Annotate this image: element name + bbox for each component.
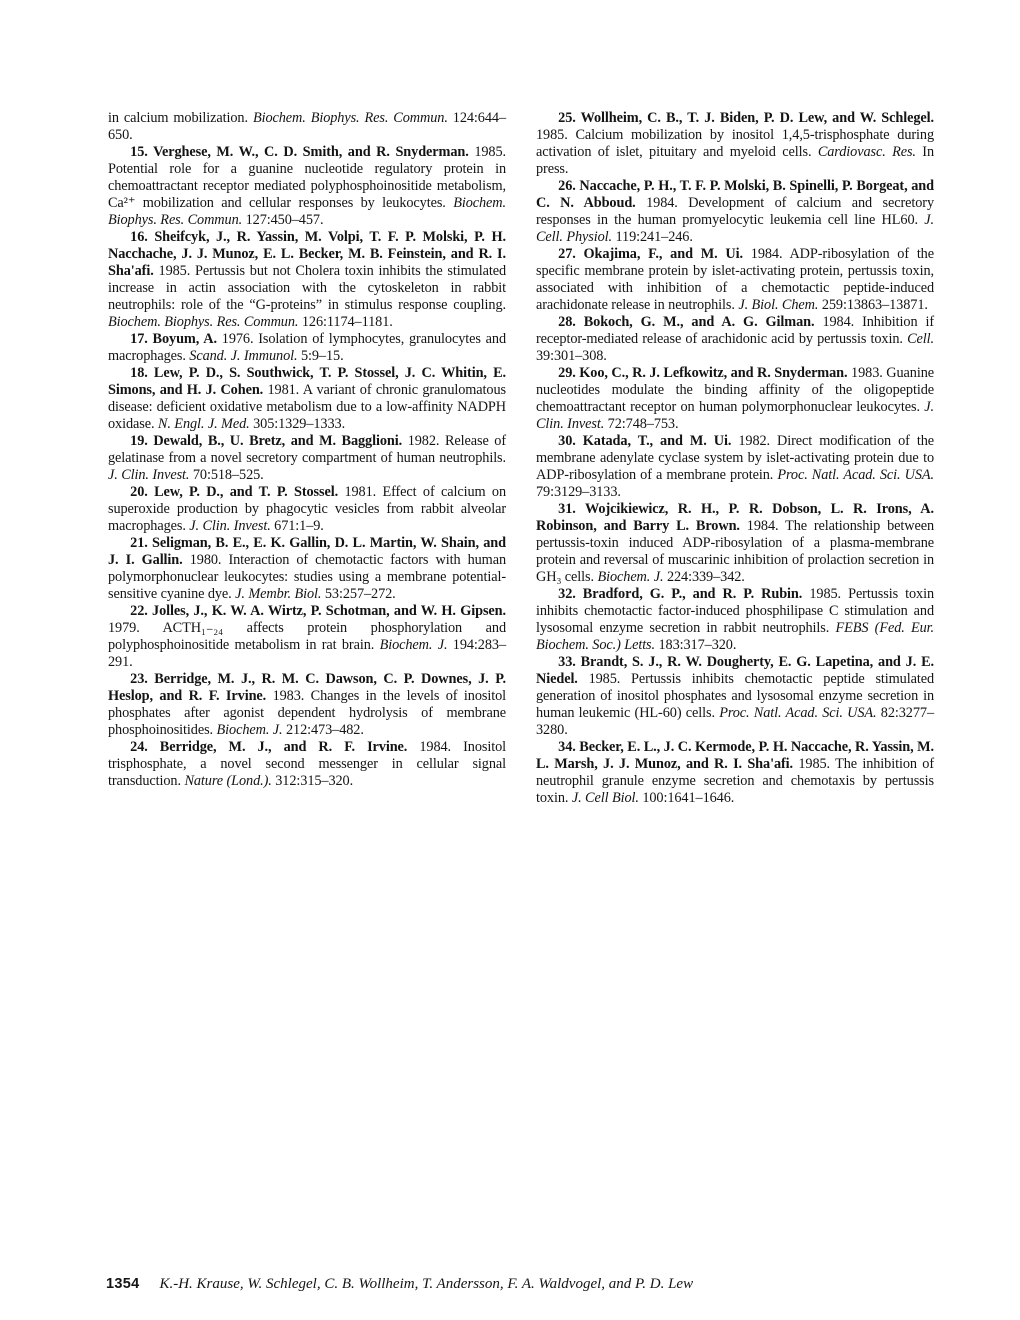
ref-segment-plain: 1985. Potential role for a guanine nucleotide regulatory protein in chemoattractant receptor mediated polyphosphoinositide metabolism, Ca²⁺ mobilization and cellular responses by leukocytes.	[108, 144, 506, 211]
ref-segment-bold: 18. Lew, P. D., S. Southwick, T. P. Stossel, J. C. Whitin, E. Simons, and H. J. Cohen.	[108, 365, 506, 398]
ref-segment-italic: Biochem. Biophys. Res. Commun.	[252, 110, 453, 126]
ref-segment-plain: 1983. Guanine nucleotides modulate the binding affinity of the oligopeptide chemoattractant receptor on human polymorphonuclear leukocytes.	[536, 365, 934, 415]
reference-item	[536, 501, 934, 586]
ref-segment-italic: Nature (Lond.).	[184, 773, 276, 789]
ref-segment-plain: 1982. Release of gelatinase from a novel secretory compartment of human neutrophils.	[108, 433, 506, 466]
ref-segment-plain: 1985. Pertussis inhibits chemotactic peptide stimulated generation of inositol phosphates and lysosomal enzyme secretion in human leukemic (HL-60) cells.	[536, 671, 935, 721]
ref-segment-plain: 671:1–9.	[274, 518, 324, 534]
reference-item	[536, 178, 934, 246]
ref-segment-plain: 72:748–753.	[607, 416, 679, 432]
ref-segment-plain: 119:241–246.	[615, 229, 693, 245]
ref-segment-italic: Biochem. J.	[379, 637, 453, 653]
ref-segment-plain: 224:339–342.	[666, 569, 745, 585]
ref-segment-bold: 19. Dewald, B., U. Bretz, and M. Bagglioni.	[130, 433, 408, 449]
ref-segment-bold: 23. Berridge, M. J., R. M. C. Dawson, C. P. Downes, J. P. Heslop, and R. F. Irvine.	[108, 671, 506, 704]
ref-segment-italic: J. Cell. Physiol.	[536, 212, 934, 245]
ref-segment-plain: 1981. Effect of calcium on superoxide production by phagocytic vesicles from rabbit alveolar macrophages.	[108, 484, 506, 534]
ref-segment-bold: 34. Becker, E. L., J. C. Kermode, P. H. Naccache, R. Yassin, M. L. Marsh, J. J. Munoz, and R. I. Sha'afi.	[536, 739, 934, 772]
ref-segment-plain: 39:301–308.	[536, 348, 607, 364]
ref-segment-plain: 5:9–15.	[300, 348, 344, 364]
page-footer	[106, 1276, 936, 1293]
ref-segment-italic: Biochem. J.	[597, 569, 667, 585]
reference-item	[108, 535, 506, 603]
ref-segment-plain: In press.	[536, 144, 934, 177]
ref-segment-plain: 1983. Changes in the levels of inositol phosphates after agonist dependent hydrolysis of membrane phosphoinositides.	[108, 688, 506, 738]
ref-segment-plain: 1984. Development of calcium and secretory responses in the human promyelocytic leukemia cell line HL60.	[536, 195, 934, 228]
ref-segment-bold: 22. Jolles, J., K. W. A. Wirtz, P. Schotman, and W. H. Gipsen.	[130, 603, 506, 619]
ref-segment-plain: 100:1641–1646.	[642, 790, 735, 806]
ref-segment-bold: 17. Boyum, A.	[130, 331, 222, 347]
reference-item	[108, 331, 506, 365]
ref-segment-plain: 79:3129–3133.	[536, 484, 621, 500]
reference-item	[536, 365, 934, 433]
reference-item	[536, 246, 934, 314]
ref-segment-bold: 16. Sheifcyk, J., R. Yassin, M. Volpi, T. F. P. Molski, P. H. Nacchache, J. J. Munoz, E. L. Becker, M. B. Feinstein, and R. I. Sha'afi.	[108, 229, 506, 279]
ref-segment-plain: 259:13863–13871.	[821, 297, 928, 313]
ref-segment-italic: N. Engl. J. Med.	[157, 416, 254, 432]
ref-segment-italic: FEBS (Fed. Eur. Biochem. Soc.) Letts.	[536, 620, 934, 653]
ref-segment-italic: J. Clin. Invest.	[108, 467, 193, 483]
reference-item	[108, 229, 506, 331]
ref-segment-bold: 33. Brandt, S. J., R. W. Dougherty, E. G. Lapetina, and J. E. Niedel.	[536, 654, 934, 687]
ref-segment-plain: 127:450–457.	[245, 212, 324, 228]
page-number: 1354	[106, 1276, 140, 1292]
reference-item	[108, 433, 506, 484]
ref-segment-plain: 1984. Inositol trisphosphate, a novel second messenger in cellular signal transduction.	[108, 739, 506, 789]
ref-segment-plain: 124:644–650.	[108, 110, 506, 143]
ref-segment-bold: 25. Wollheim, C. B., T. J. Biden, P. D. Lew, and W. Schlegel.	[558, 110, 934, 126]
references-column-left	[108, 110, 506, 807]
ref-segment-plain: 1984. Inhibition if receptor-mediated release of arachidonic acid by pertussis toxin.	[536, 314, 935, 347]
ref-segment-plain: 1981. A variant of chronic granulomatous disease: deficient oxidative metabolism due to a low-affinity NADPH oxidase.	[108, 382, 506, 432]
ref-segment-italic: Scand. J. Immunol.	[189, 348, 301, 364]
ref-segment-plain: 1985. Calcium mobilization by inositol 1,4,5-trisphosphate during activation of islet, pituitary and myeloid cells.	[536, 127, 934, 160]
ref-segment-italic: J. Membr. Biol.	[235, 586, 325, 602]
ref-segment-plain: 1984. ADP-ribosylation of the specific membrane protein by islet-activating protein, pertussis toxin, associated with inhibition of a chemotactic peptide-induced arachidonate release in neutrophils.	[536, 246, 934, 313]
ref-segment-italic: J. Clin. Invest.	[536, 399, 934, 432]
ref-segment-plain: 82:3277–3280.	[536, 705, 934, 738]
ref-segment-italic: Biochem. J.	[216, 722, 286, 738]
ref-segment-plain: 1976. Isolation of lymphocytes, granulocytes and macrophages.	[108, 331, 506, 364]
ref-segment-italic: Biochem. Biophys. Res. Commun.	[108, 314, 302, 330]
ref-segment-plain: 53:257–272.	[324, 586, 396, 602]
ref-segment-plain: 212:473–482.	[285, 722, 364, 738]
ref-segment-plain: 1985. Pertussis but not Cholera toxin inhibits the stimulated increase in actin association with the cytoskeleton in rabbit neutrophils: role of the “G-proteins” in stimulus response coupling.	[108, 263, 506, 313]
ref-segment-bold: 15. Verghese, M. W., C. D. Smith, and R. Snyderman.	[130, 144, 475, 160]
ref-segment-bold: 31. Wojcikiewicz, R. H., P. R. Dobson, L. R. Irons, A. Robinson, and Barry L. Brown.	[536, 501, 934, 534]
reference-item	[108, 484, 506, 535]
ref-segment-plain: 183:317–320.	[658, 637, 737, 653]
ref-segment-plain: 1982. Direct modification of the membrane adenylate cyclase system by islet-activating protein due to ADP-ribosylation of a membrane protein.	[536, 433, 934, 483]
reference-item	[108, 603, 506, 671]
ref-segment-bold: 24. Berridge, M. J., and R. F. Irvine.	[130, 739, 420, 755]
ref-segment-plain: 1984. The relationship between pertussis-toxin induced ADP-ribosylation of a plasma-membrane protein and reversal of muscarinic inhibition of prolaction secretion in GH₃ cells.	[536, 518, 934, 585]
ref-segment-italic: Cell.	[907, 331, 934, 347]
ref-segment-plain: 126:1174–1181.	[301, 314, 393, 330]
ref-segment-plain: 70:518–525.	[192, 467, 264, 483]
references-section	[108, 110, 934, 807]
ref-segment-italic: J. Biol. Chem.	[738, 297, 822, 313]
reference-item	[108, 365, 506, 433]
reference-item	[108, 671, 506, 739]
ref-segment-plain: in calcium mobilization.	[108, 110, 253, 126]
ref-segment-plain: 1979. ACTH₁₋₂₄ affects protein phosphorylation and polyphosphoinositide metabolism in rat brain.	[108, 620, 506, 653]
ref-segment-italic: J. Clin. Invest.	[189, 518, 275, 534]
reference-item	[108, 739, 506, 790]
ref-segment-plain: 1980. Interaction of chemotactic factors with human polymorphonuclear leukocytes: studies using a membrane potential-sensitive cyanine dye.	[108, 552, 506, 602]
ref-segment-bold: 27. Okajima, F., and M. Ui.	[558, 246, 751, 262]
reference-continuation	[108, 110, 506, 144]
ref-segment-italic: Proc. Natl. Acad. Sci. USA.	[777, 467, 934, 483]
ref-segment-italic: Biochem. Biophys. Res. Commun.	[108, 195, 506, 228]
ref-segment-bold: 29. Koo, C., R. J. Lefkowitz, and R. Snyderman.	[558, 365, 852, 381]
reference-item	[536, 314, 934, 365]
reference-item	[536, 110, 934, 178]
ref-segment-italic: J. Cell Biol.	[571, 790, 643, 806]
reference-item	[536, 654, 934, 739]
ref-segment-plain: 194:283–291.	[108, 637, 506, 670]
ref-segment-bold: 32. Bradford, G. P., and R. P. Rubin.	[558, 586, 810, 602]
reference-item	[108, 144, 506, 229]
ref-segment-plain: 1985. Pertussis toxin inhibits chemotactic factor-induced phosphilipase C stimulation and lysosomal enzyme secretion in rabbit neutrophils.	[536, 586, 934, 636]
ref-segment-italic: Proc. Natl. Acad. Sci. USA.	[719, 705, 881, 721]
reference-item	[536, 433, 934, 501]
reference-item	[536, 739, 934, 807]
ref-segment-plain: 1985. The inhibition of neutrophil granule enzyme secretion and chemotaxis by pertussis toxin.	[536, 756, 934, 806]
ref-segment-italic: Cardiovasc. Res.	[817, 144, 923, 160]
ref-segment-bold: 21. Seligman, B. E., E. K. Gallin, D. L. Martin, W. Shain, and J. I. Gallin.	[108, 535, 506, 568]
running-authors: K.-H. Krause, W. Schlegel, C. B. Wollheim, T. Andersson, F. A. Waldvogel, and P. D. Lew	[159, 1276, 694, 1292]
ref-segment-bold: 26. Naccache, P. H., T. F. P. Molski, B. Spinelli, P. Borgeat, and C. N. Abboud.	[536, 178, 934, 211]
ref-segment-bold: 28. Bokoch, G. M., and A. G. Gilman.	[558, 314, 823, 330]
references-column-right	[536, 110, 934, 807]
reference-item	[536, 586, 934, 654]
ref-segment-bold: 30. Katada, T., and M. Ui.	[558, 433, 739, 449]
ref-segment-bold: 20. Lew, P. D., and T. P. Stossel.	[130, 484, 345, 500]
ref-segment-plain: 305:1329–1333.	[253, 416, 346, 432]
ref-segment-plain: 312:315–320.	[275, 773, 354, 789]
